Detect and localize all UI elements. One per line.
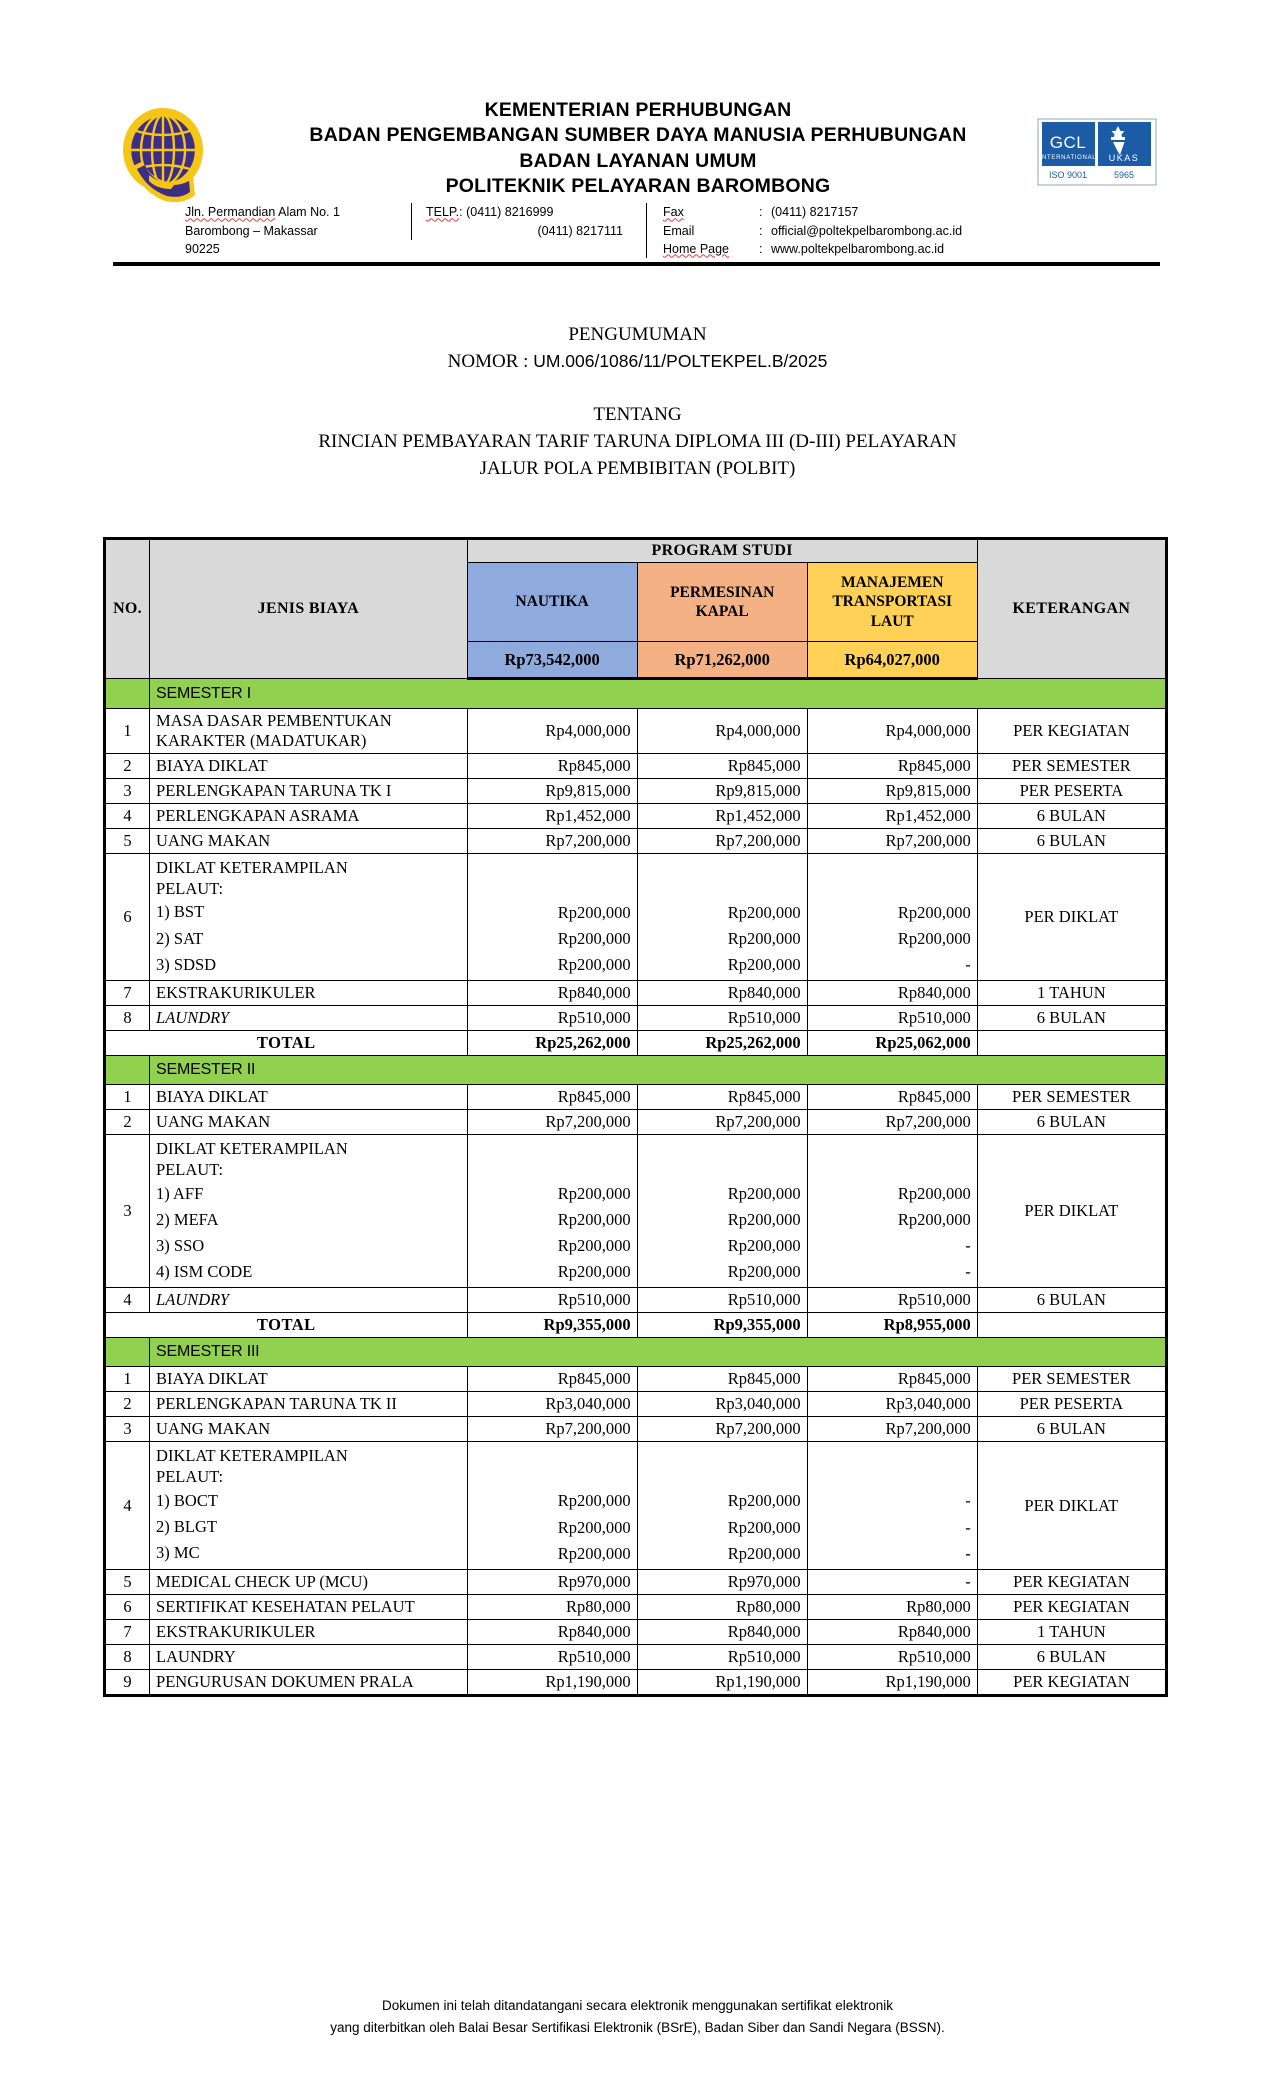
value-nautika-1: Rp200,000 [557,903,631,922]
value-spacer [814,856,971,900]
row-item-label: LAUNDRY [150,1006,468,1031]
value-manajemen [807,1442,977,1569]
value-permesinan-3: Rp200,000 [727,955,801,975]
telephone-block [411,203,646,239]
group-title-line-1: DIKLAT KETERAMPILAN [156,857,348,877]
value-manajemen-3: - [965,955,971,975]
table-row [105,1644,1167,1669]
address-line-1-rest: Alam No. 1 [275,205,340,220]
svg-text:GCL: GCL [1049,133,1087,152]
table-header-row-1 [105,539,1167,563]
group-title-line-1: DIKLAT KETERAMPILAN [156,1446,348,1465]
value-permesinan: Rp1,452,000 [637,804,807,829]
row-item-label [150,854,468,981]
value-permesinan-1: Rp200,000 [727,903,801,922]
value-nautika: Rp7,200,000 [467,1417,637,1442]
value-manajemen: Rp845,000 [807,1085,977,1110]
semester-total-row [105,1031,1167,1056]
svg-text:UKAS: UKAS [1108,153,1140,163]
value-manajemen-1: - [965,1491,971,1511]
fax-label: Fax [663,205,684,220]
value-manajemen: Rp840,000 [807,1619,977,1644]
value-permesinan: Rp845,000 [637,1367,807,1392]
row-item-label: PERLENGKAPAN TARUNA TK I [150,779,468,804]
row-item-label: BIAYA DIKLAT [150,1367,468,1392]
row-number: 5 [105,829,150,854]
value-nautika: Rp845,000 [467,1085,637,1110]
col-header-no: NO. [105,539,150,679]
row-number: 6 [105,1594,150,1619]
org-line-2: BADAN PENGEMBANGAN SUMBER DAYA MANUSIA PERHUBUNGAN [309,124,967,147]
row-keterangan: 6 BULAN [977,829,1166,854]
row-keterangan: 6 BULAN [977,1110,1166,1135]
row-item-label: BIAYA DIKLAT [150,1085,468,1110]
total-value-permesinan: Rp9,355,000 [637,1313,807,1338]
value-permesinan: Rp840,000 [637,981,807,1006]
svg-text:5965: 5965 [1113,170,1135,180]
value-nautika: Rp1,190,000 [467,1669,637,1695]
value-nautika-3: Rp200,000 [557,955,631,975]
row-number: 7 [105,1619,150,1644]
value-nautika: Rp510,000 [467,1006,637,1031]
row-keterangan: PER DIKLAT [977,1135,1166,1288]
letterhead [113,95,1163,266]
value-permesinan: Rp7,200,000 [637,1417,807,1442]
value-nautika: Rp510,000 [467,1644,637,1669]
value-nautika-3: Rp200,000 [557,1236,631,1256]
telp-value-1: (0411) 8216999 [466,205,554,220]
value-permesinan: Rp4,000,000 [637,709,807,754]
row-keterangan: PER SEMESTER [977,1085,1166,1110]
document-number-line [0,349,1275,376]
sub-item-3: 3) SSO [156,1235,205,1255]
row-item-label: MEDICAL CHECK UP (MCU) [150,1569,468,1594]
table-row [105,709,1167,754]
homepage-sep: : [759,241,763,256]
value-manajemen: Rp9,815,000 [807,779,977,804]
col-header-jenis-biaya: JENIS BIAYA [150,539,468,679]
sub-item-3: 3) SDSD [156,954,217,974]
row-keterangan: PER KEGIATAN [977,1594,1166,1619]
value-spacer [474,1137,631,1181]
value-spacer [644,1137,801,1181]
nomor-value: UM.006/1086/11/POLTEKPEL.B/2025 [533,350,828,371]
value-manajemen: Rp1,452,000 [807,804,977,829]
address-line-1-emph: Jln. Permandian [185,205,276,220]
sub-item-2: 2) SAT [156,928,204,948]
value-manajemen: Rp80,000 [807,1594,977,1619]
row-item-label: LAUNDRY [150,1644,468,1669]
row-item-label: BIAYA DIKLAT [150,754,468,779]
row-keterangan: PER DIKLAT [977,1442,1166,1569]
email-label: Email [663,223,695,238]
org-line-1: KEMENTERIAN PERHUBUNGAN [484,99,792,121]
col-header-prodi-manajemen-transportasi-laut: MANAJEMEN TRANSPORTASI LAUT [807,563,977,642]
row-item-label: EKSTRAKURIKULER [150,1619,468,1644]
value-nautika: Rp840,000 [467,981,637,1006]
row-keterangan: PER KEGIATAN [977,709,1166,754]
total-value-manajemen: Rp8,955,000 [807,1313,977,1338]
total-label: TOTAL [105,1031,468,1056]
value-manajemen: Rp4,000,000 [807,709,977,754]
value-manajemen: Rp845,000 [807,1367,977,1392]
row-keterangan: PER PESERTA [977,1392,1166,1417]
homepage-line [663,240,1163,258]
row-item-label: PERLENGKAPAN TARUNA TK II [150,1392,468,1417]
prodi-total-nautika: Rp73,542,000 [467,642,637,679]
semester-band-row [105,1056,1167,1085]
row-number: 3 [105,1135,150,1288]
group-title-line-2: PELAUT: [156,879,224,898]
table-row [105,1110,1167,1135]
semester-total-row [105,1313,1167,1338]
telp-value-2: (0411) 8217111 [537,223,623,238]
value-manajemen [807,854,977,981]
semester-band-spacer [105,1338,150,1367]
col-header-program-studi: PROGRAM STUDI [467,539,977,563]
value-permesinan: Rp510,000 [637,1644,807,1669]
group-title-line-2: PELAUT: [156,1467,224,1487]
address-block [185,203,411,257]
row-number: 3 [105,779,150,804]
address-line-2: Barombong – Makassar [185,223,318,238]
semester-band-row [105,1338,1167,1367]
row-keterangan: 6 BULAN [977,1006,1166,1031]
fax-value: (0411) 8217157 [771,205,859,220]
subject-line-1: RINCIAN PEMBAYARAN TARIF TARUNA DIPLOMA III (D-III) PELAYARAN [318,430,957,452]
row-number: 4 [105,804,150,829]
row-item-label: UANG MAKAN [150,829,468,854]
org-line-4: POLITEKNIK PELAYARAN BAROMBONG [445,175,831,198]
row-number: 8 [105,1006,150,1031]
total-value-permesinan: Rp25,262,000 [637,1031,807,1056]
value-nautika: Rp845,000 [467,1367,637,1392]
value-nautika-2: Rp200,000 [557,929,631,949]
col-header-prodi-permesinan-kapal: PERMESINAN KAPAL [637,563,807,642]
value-nautika-2: Rp200,000 [557,1517,631,1537]
total-value-nautika: Rp25,262,000 [467,1031,637,1056]
table-row [105,1594,1167,1619]
table-row [105,1288,1167,1313]
value-spacer [644,1444,801,1488]
fax-sep: : [759,205,763,220]
value-nautika: Rp845,000 [467,754,637,779]
title-spacer [0,376,1275,402]
value-permesinan-2: Rp200,000 [727,1517,801,1537]
footer-line-2: yang diterbitkan oleh Balai Besar Sertifikasi Elektronik (BSrE), Badan Siber dan Sandi Negara (BSSN). [330,2019,945,2035]
value-nautika: Rp80,000 [467,1594,637,1619]
fax-email-block [646,203,1163,257]
value-nautika: Rp7,200,000 [467,829,637,854]
row-keterangan: 6 BULAN [977,804,1166,829]
table-row [105,754,1167,779]
value-manajemen: Rp510,000 [807,1006,977,1031]
table-row [105,804,1167,829]
value-permesinan: Rp9,815,000 [637,779,807,804]
value-nautika: Rp970,000 [467,1569,637,1594]
row-number: 1 [105,709,150,754]
row-item-label: SERTIFIKAT KESEHATAN PELAUT [150,1594,468,1619]
value-permesinan: Rp1,190,000 [637,1669,807,1695]
value-permesinan: Rp80,000 [637,1594,807,1619]
letterhead-divider [113,262,1160,266]
value-spacer [474,856,631,900]
email-value: official@poltekpelbarombong.ac.id [771,223,963,238]
value-spacer [644,856,801,900]
value-manajemen: Rp3,040,000 [807,1392,977,1417]
row-item-label: PENGURUSAN DOKUMEN PRALA [150,1669,468,1695]
tentang-label: TENTANG [593,403,682,425]
value-manajemen: Rp7,200,000 [807,829,977,854]
semester-band-spacer [105,679,150,709]
subject-line-2: JALUR POLA PEMBIBITAN (POLBIT) [479,457,796,479]
table-row-group [105,1135,1167,1288]
row-number: 1 [105,1085,150,1110]
row-keterangan: PER KEGIATAN [977,1569,1166,1594]
value-permesinan: Rp970,000 [637,1569,807,1594]
value-spacer [474,1444,631,1488]
value-nautika-1: Rp200,000 [557,1184,631,1204]
value-permesinan-4: Rp200,000 [727,1262,801,1282]
row-item-label: UANG MAKAN [150,1417,468,1442]
letterhead-top [113,95,1163,199]
table-row [105,1569,1167,1594]
row-item-label [150,1442,468,1569]
value-permesinan-1: Rp200,000 [727,1184,801,1204]
row-number: 2 [105,754,150,779]
row-keterangan: PER KEGIATAN [977,1669,1166,1695]
value-nautika [467,1135,637,1288]
value-permesinan [637,1442,807,1569]
iso-certification-badge [1036,117,1158,187]
letterhead-contacts [113,203,1163,257]
row-number: 6 [105,854,150,981]
sub-item-1: 1) BST [156,902,205,922]
semester-band-row [105,679,1167,709]
row-number: 9 [105,1669,150,1695]
value-permesinan: Rp840,000 [637,1619,807,1644]
svg-text:INTERNATIONAL: INTERNATIONAL [1039,155,1097,161]
value-manajemen-4: - [965,1262,971,1282]
electronic-signature-footer [0,1995,1275,2039]
value-manajemen: Rp1,190,000 [807,1669,977,1695]
value-manajemen-2: Rp200,000 [897,1210,971,1230]
row-keterangan: 1 TAHUN [977,1619,1166,1644]
row-keterangan: 6 BULAN [977,1644,1166,1669]
value-permesinan [637,854,807,981]
table-row [105,1417,1167,1442]
value-permesinan-2: Rp200,000 [727,929,801,949]
row-item-label: PERLENGKAPAN ASRAMA [150,804,468,829]
value-permesinan: Rp3,040,000 [637,1392,807,1417]
value-nautika-2: Rp200,000 [557,1210,631,1230]
email-line [663,222,1163,240]
row-item-label [150,1135,468,1288]
value-permesinan: Rp7,200,000 [637,1110,807,1135]
value-permesinan: Rp845,000 [637,1085,807,1110]
row-keterangan: PER DIKLAT [977,854,1166,981]
value-nautika [467,1442,637,1569]
nomor-label: NOMOR : [447,350,534,372]
value-nautika: Rp7,200,000 [467,1110,637,1135]
semester-band-label: SEMESTER III [150,1338,1167,1367]
sub-item-1: 1) BOCT [156,1490,218,1510]
total-keterangan [977,1313,1166,1338]
sub-item-1: 1) AFF [156,1183,204,1203]
svg-text:ISO 9001: ISO 9001 [1048,170,1088,180]
homepage-value: www.poltekpelbarombong.ac.id [771,241,945,256]
total-label: TOTAL [105,1313,468,1338]
value-manajemen: Rp7,200,000 [807,1110,977,1135]
org-line-3: BADAN LAYANAN UMUM [519,149,757,172]
value-nautika: Rp1,452,000 [467,804,637,829]
row-keterangan: PER SEMESTER [977,1367,1166,1392]
value-nautika: Rp4,000,000 [467,709,637,754]
col-header-prodi-nautika: NAUTIKA [467,563,637,642]
table-row-group [105,854,1167,981]
sub-item-2: 2) MEFA [156,1209,219,1229]
row-number: 4 [105,1288,150,1313]
table-row [105,1619,1167,1644]
semester-band-label: SEMESTER I [150,679,1167,709]
organization-titles [113,95,1163,199]
row-number: 2 [105,1110,150,1135]
fee-table-wrapper [103,537,1168,1697]
announcement-title-block [0,322,1275,483]
value-nautika: Rp510,000 [467,1288,637,1313]
total-value-nautika: Rp9,355,000 [467,1313,637,1338]
row-keterangan: PER SEMESTER [977,754,1166,779]
value-permesinan-3: Rp200,000 [727,1236,801,1256]
value-permesinan: Rp7,200,000 [637,829,807,854]
row-keterangan: PER PESERTA [977,779,1166,804]
value-permesinan [637,1135,807,1288]
homepage-label: Home Page [663,241,730,256]
value-manajemen-1: Rp200,000 [897,1184,971,1204]
value-nautika-1: Rp200,000 [557,1491,631,1511]
footer-line-1: Dokumen ini telah ditandatangani secara elektronik menggunakan sertifikat elektronik [381,1998,894,2013]
prodi-total-permesinan-kapal: Rp71,262,000 [637,642,807,679]
row-item-label: EKSTRAKURIKULER [150,981,468,1006]
row-number: 1 [105,1367,150,1392]
group-title-line-2: PELAUT: [156,1160,224,1180]
value-manajemen-2: - [965,1517,971,1537]
value-manajemen-3: - [965,1236,971,1256]
value-spacer [814,1444,971,1488]
value-manajemen: Rp840,000 [807,981,977,1006]
table-row [105,1085,1167,1110]
value-nautika-4: Rp200,000 [557,1262,631,1282]
page-title: PENGUMUMAN [568,324,707,345]
value-manajemen: Rp7,200,000 [807,1417,977,1442]
sub-item-2: 2) BLGT [156,1516,217,1536]
table-row [105,1006,1167,1031]
sub-item-4: 4) ISM CODE [156,1261,253,1281]
row-number: 4 [105,1442,150,1569]
row-number: 7 [105,981,150,1006]
row-number: 2 [105,1392,150,1417]
row-keterangan: 6 BULAN [977,1417,1166,1442]
table-row [105,1367,1167,1392]
value-nautika [467,854,637,981]
value-permesinan-1: Rp200,000 [727,1491,801,1511]
value-permesinan-2: Rp200,000 [727,1210,801,1230]
total-keterangan [977,1031,1166,1056]
value-manajemen-1: Rp200,000 [897,903,971,922]
row-number: 8 [105,1644,150,1669]
value-manajemen-2: Rp200,000 [897,929,971,949]
globe-icon [113,103,213,208]
semester-band-spacer [105,1056,150,1085]
semester-band-label: SEMESTER II [150,1056,1167,1085]
row-number: 3 [105,1417,150,1442]
value-manajemen [807,1135,977,1288]
total-value-manajemen: Rp25,062,000 [807,1031,977,1056]
value-permesinan: Rp510,000 [637,1006,807,1031]
table-row [105,829,1167,854]
prodi-total-manajemen-transportasi-laut: Rp64,027,000 [807,642,977,679]
row-keterangan: 6 BULAN [977,1288,1166,1313]
row-number: 5 [105,1569,150,1594]
sub-item-3: 3) MC [156,1543,200,1562]
value-manajemen: Rp510,000 [807,1644,977,1669]
fee-table [103,537,1168,1697]
value-manajemen: Rp845,000 [807,754,977,779]
address-line-3: 90225 [185,241,220,256]
value-permesinan-3: Rp200,000 [727,1543,801,1563]
value-spacer [814,1137,971,1181]
telp-label: TELP. [426,205,460,220]
value-nautika: Rp3,040,000 [467,1392,637,1417]
value-manajemen: - [807,1569,977,1594]
value-nautika: Rp840,000 [467,1619,637,1644]
value-nautika-3: Rp200,000 [557,1543,631,1563]
table-row [105,1669,1167,1695]
table-row [105,981,1167,1006]
value-manajemen: Rp510,000 [807,1288,977,1313]
col-header-keterangan: KETERANGAN [977,539,1166,679]
value-nautika: Rp9,815,000 [467,779,637,804]
row-item-label: LAUNDRY [150,1288,468,1313]
group-title-line-1: DIKLAT KETERAMPILAN [156,1138,348,1158]
gcl-ukas-iso-icon [1036,117,1158,187]
table-row-group [105,1442,1167,1569]
fax-line [663,203,1163,221]
email-sep: : [759,223,763,238]
perhubungan-globe-logo [113,103,213,208]
telp-sep: : [459,205,463,220]
value-permesinan: Rp510,000 [637,1288,807,1313]
table-row [105,779,1167,804]
table-row [105,1392,1167,1417]
value-permesinan: Rp845,000 [637,754,807,779]
row-item-label: MASA DASAR PEMBENTUKAN KARAKTER (MADATUKAR) [150,709,468,754]
value-manajemen-3: - [965,1543,971,1563]
row-keterangan: 1 TAHUN [977,981,1166,1006]
row-item-label: UANG MAKAN [150,1110,468,1135]
